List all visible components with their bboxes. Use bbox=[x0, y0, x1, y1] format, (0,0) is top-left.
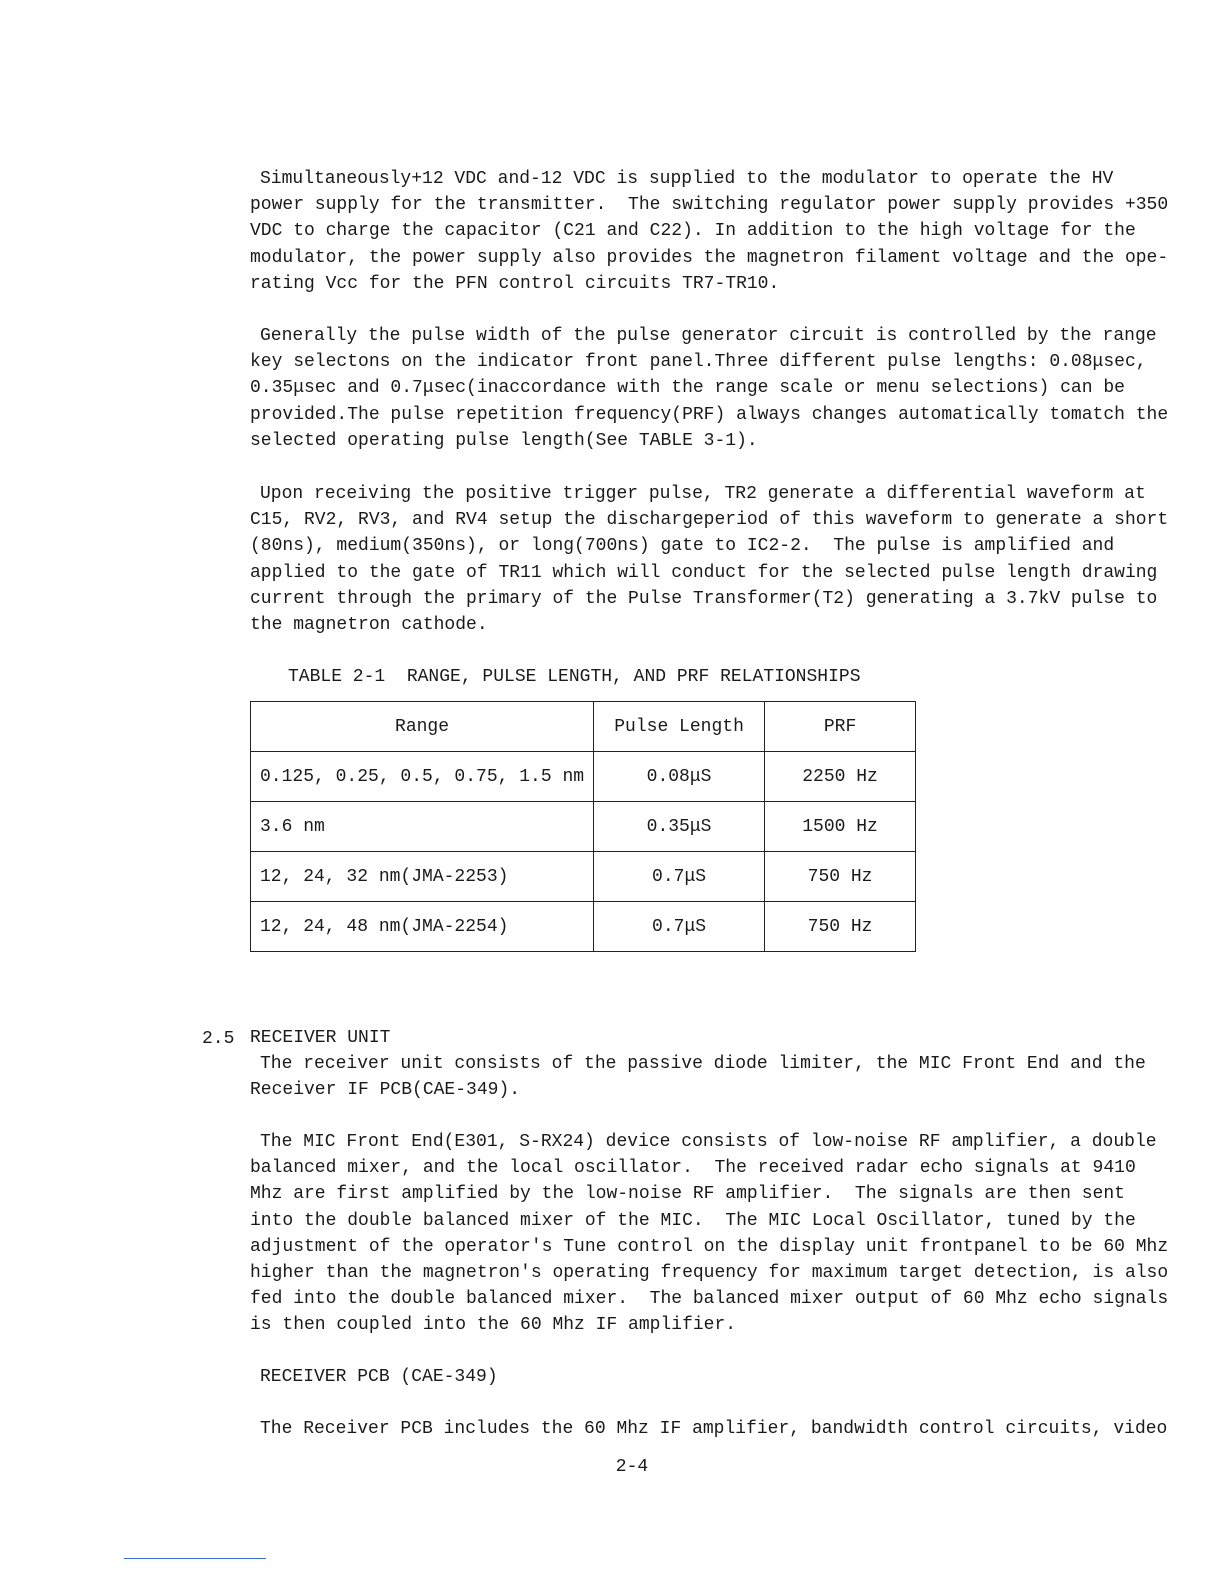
text-line: current through the primary of the Pulse Transformer(T2) generating a 3.7kV pulse to bbox=[250, 588, 1158, 609]
section-receiver-unit bbox=[250, 1025, 1146, 1104]
paragraph-trigger-pulse bbox=[250, 481, 1169, 638]
text-line: higher than the magnetron's operating frequency for maximum target detection, is also bbox=[250, 1263, 1169, 1284]
text-line: The MIC Front End(E301, S-RX24) device consists of low-noise RF amplifier, a double bbox=[260, 1132, 1157, 1152]
paragraph-receiver-pcb bbox=[250, 1416, 1168, 1442]
cell-pulse-length: 0.08μS bbox=[594, 752, 765, 802]
text-line: provided.The pulse repetition frequency(PRF) always changes automatically tomatch the bbox=[250, 404, 1169, 425]
paragraph-mic-front-end bbox=[250, 1129, 1169, 1339]
text-line: the magnetron cathode. bbox=[250, 615, 488, 636]
cell-pulse-length: 0.7μS bbox=[594, 852, 765, 902]
cell-range: 3.6 nm bbox=[251, 802, 594, 852]
section-title: RECEIVER UNIT bbox=[250, 1028, 391, 1048]
text-line: adjustment of the operator's Tune control on the display unit frontpanel to be 60 Mhz bbox=[250, 1236, 1169, 1257]
cell-range: 12, 24, 48 nm(JMA-2254) bbox=[251, 902, 594, 952]
text-line: selected operating pulse length(See TABLE 3-1). bbox=[250, 430, 758, 451]
footer-rule bbox=[124, 1558, 266, 1559]
text-line: is then coupled into the 60 Mhz IF amplifier. bbox=[250, 1315, 737, 1336]
paragraph-pulse-width bbox=[250, 323, 1169, 454]
text-line: The receiver unit consists of the passive diode limiter, the MIC Front End and the bbox=[260, 1054, 1146, 1075]
text-line: applied to the gate of TR11 which will conduct for the selected pulse length drawing bbox=[250, 562, 1158, 583]
table-header-row bbox=[251, 702, 916, 752]
text-line: modulator, the power supply also provides the magnetron filament voltage and the ope- bbox=[250, 247, 1169, 268]
text-line: into the double balanced mixer of the MIC. The MIC Local Oscillator, tuned by the bbox=[250, 1210, 1136, 1231]
column-header-range: Range bbox=[251, 702, 594, 752]
text-line: Receiver IF PCB(CAE-349). bbox=[250, 1080, 521, 1101]
table-row bbox=[251, 802, 916, 852]
text-line: Mhz are first amplified by the low-noise RF amplifier. The signals are then sent bbox=[250, 1184, 1125, 1205]
cell-prf: 750 Hz bbox=[765, 902, 916, 952]
text-line: rating Vcc for the PFN control circuits TR7-TR10. bbox=[250, 273, 780, 294]
table-row bbox=[251, 752, 916, 802]
cell-prf: 750 Hz bbox=[765, 852, 916, 902]
text-line: Upon receiving the positive trigger pulse, TR2 generate a differential waveform at bbox=[260, 484, 1146, 504]
column-header-pulse-length: Pulse Length bbox=[594, 702, 765, 752]
table-row bbox=[251, 902, 916, 952]
text-line: C15, RV2, RV3, and RV4 setup the dischargeperiod of this waveform to generate a short bbox=[250, 510, 1169, 531]
subheading-receiver-pcb: RECEIVER PCB (CAE-349) bbox=[260, 1367, 498, 1387]
text-line: (80ns), medium(350ns), or long(700ns) gate to IC2-2. The pulse is amplified and bbox=[250, 536, 1115, 557]
table-row bbox=[251, 852, 916, 902]
text-line: VDC to charge the capacitor (C21 and C22). In addition to the high voltage for the bbox=[250, 221, 1136, 242]
section-number: 2.5 bbox=[202, 1029, 235, 1049]
cell-range: 12, 24, 32 nm(JMA-2253) bbox=[251, 852, 594, 902]
page-number: 2-4 bbox=[615, 1457, 649, 1477]
text-line: The Receiver PCB includes the 60 Mhz IF amplifier, bandwidth control circuits, video bbox=[260, 1419, 1168, 1439]
cell-prf: 1500 Hz bbox=[765, 802, 916, 852]
cell-pulse-length: 0.35μS bbox=[594, 802, 765, 852]
subheading-receiver-pcb-block bbox=[250, 1364, 1070, 1390]
text-line: Generally the pulse width of the pulse generator circuit is controlled by the range bbox=[260, 326, 1157, 346]
text-line: fed into the double balanced mixer. The balanced mixer output of 60 Mhz echo signals bbox=[250, 1289, 1169, 1310]
cell-pulse-length: 0.7μS bbox=[594, 902, 765, 952]
text-line: key selectons on the indicator front panel.Three different pulse lengths: 0.08μsec, bbox=[250, 352, 1147, 373]
paragraph-modulator-supply bbox=[250, 166, 1169, 297]
cell-prf: 2250 Hz bbox=[765, 752, 916, 802]
text-line: 0.35μsec and 0.7μsec(inaccordance with the range scale or menu selections) can be bbox=[250, 378, 1125, 399]
range-pulse-prf-table bbox=[250, 701, 916, 952]
column-header-prf: PRF bbox=[765, 702, 916, 752]
cell-range: 0.125, 0.25, 0.5, 0.75, 1.5 nm bbox=[251, 752, 594, 802]
text-line: balanced mixer, and the local oscillator. The received radar echo signals at 9410 bbox=[250, 1158, 1136, 1179]
text-line: power supply for the transmitter. The switching regulator power supply provides +350 bbox=[250, 195, 1169, 216]
table-caption: TABLE 2-1 RANGE, PULSE LENGTH, AND PRF RELATIONSHIPS bbox=[288, 667, 861, 687]
text-line: Simultaneously+12 VDC and-12 VDC is supplied to the modulator to operate the HV bbox=[260, 169, 1114, 189]
